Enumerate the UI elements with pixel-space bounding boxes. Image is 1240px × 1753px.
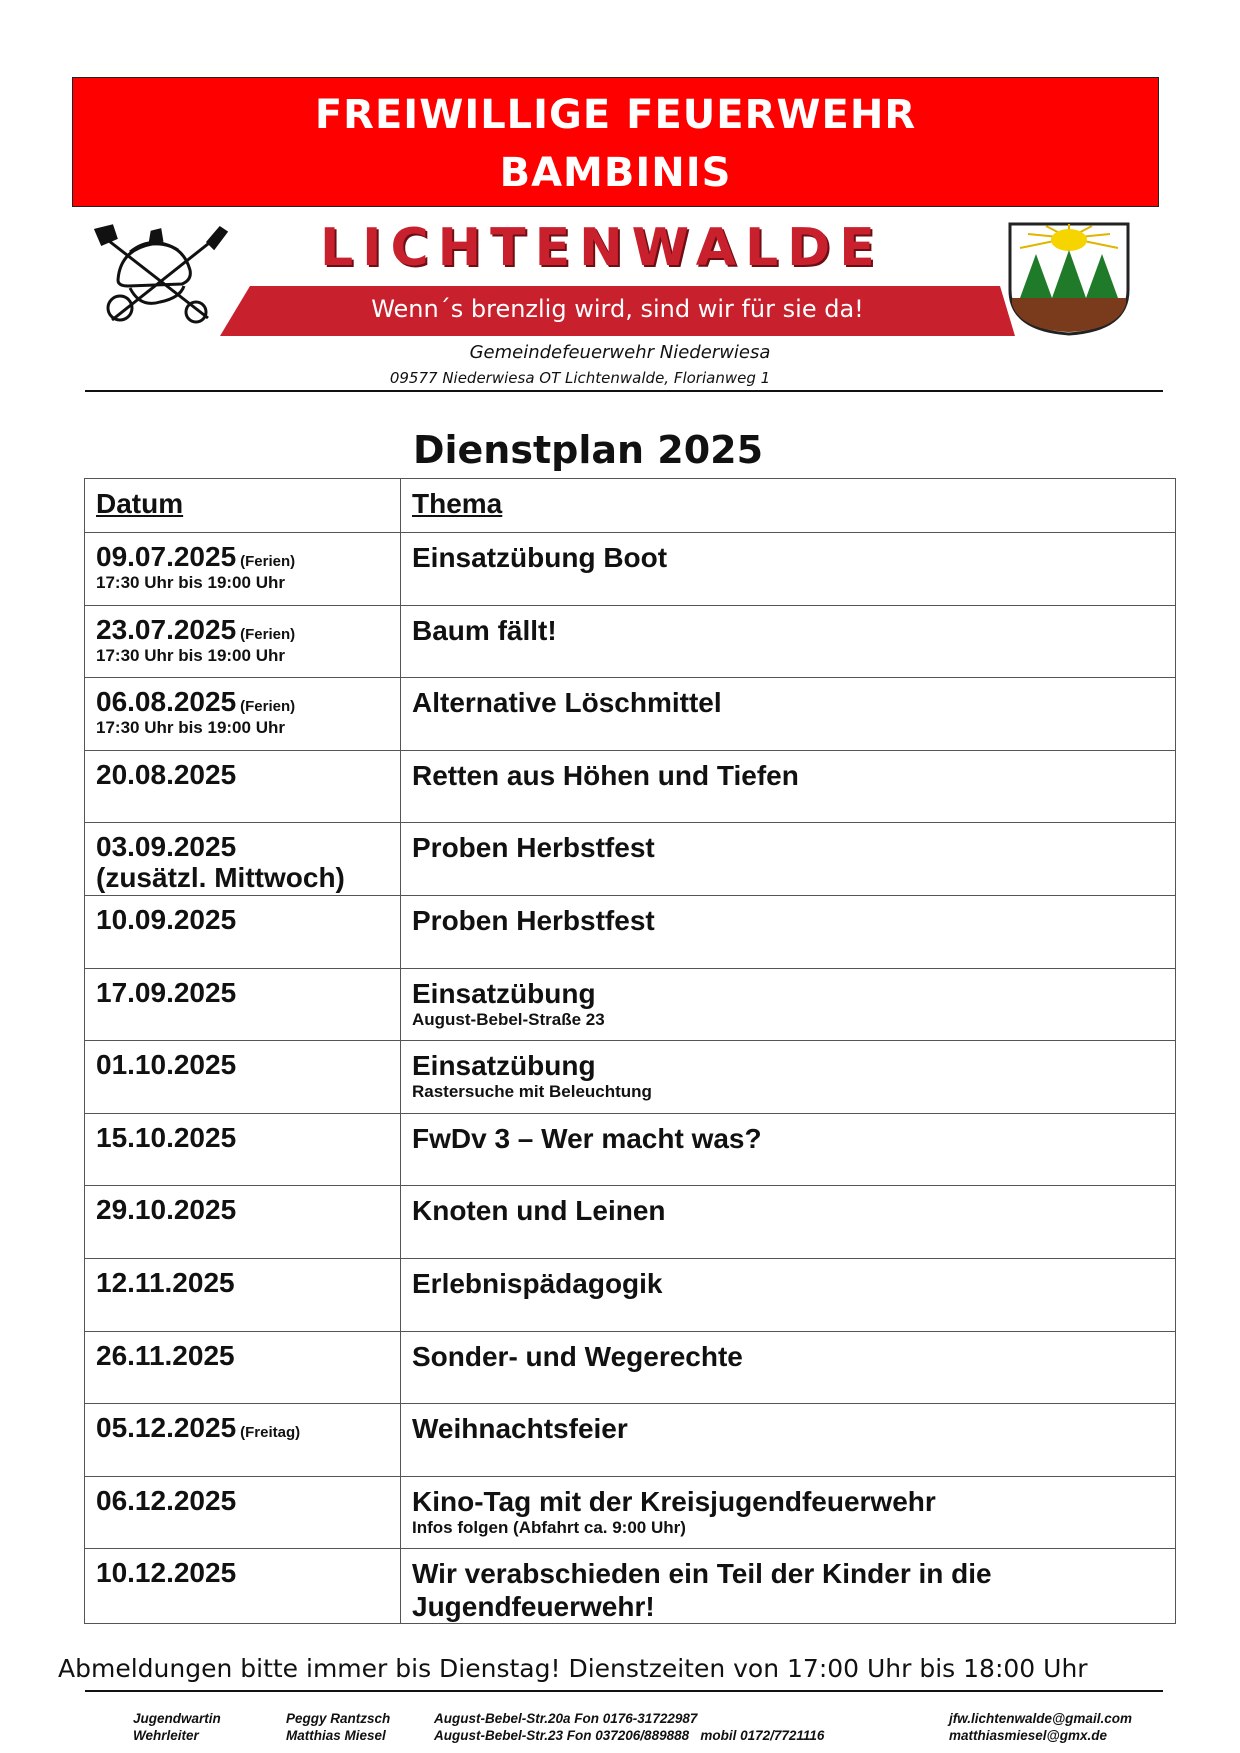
organization-address: 09577 Niederwiesa OT Lichtenwalde, Florianweg 1	[389, 369, 771, 387]
topic-cell	[401, 1258, 1176, 1331]
contact-name: Peggy Rantzsch	[286, 1711, 391, 1726]
table-row	[85, 823, 1176, 896]
banner	[90, 214, 1140, 342]
footer-note: Abmeldungen bitte immer bis Dienstag! Dienstzeiten von 17:00 Uhr bis 18:00 Uhr	[58, 1654, 1088, 1683]
contact-emails	[949, 1710, 1132, 1744]
row-topic: Erlebnispädagogik	[412, 1267, 663, 1299]
row-topic: Alternative Löschmittel	[412, 687, 722, 719]
table-row	[85, 750, 1176, 823]
row-topic-detail: August-Bebel-Straße 23	[412, 1009, 605, 1029]
row-date: 03.09.2025	[96, 831, 237, 863]
row-date: 10.12.2025	[96, 1557, 237, 1589]
row-topic: Einsatzübung	[412, 1050, 596, 1082]
topic-cell	[401, 750, 1176, 823]
fire-helmet-emblem-icon	[90, 222, 230, 332]
row-topic: Kino-Tag mit der Kreisjugendfeuerwehr	[412, 1485, 936, 1517]
row-topic: Knoten und Leinen	[412, 1195, 666, 1227]
topic-cell	[401, 1331, 1176, 1404]
header-divider	[85, 390, 1163, 392]
table-row	[85, 1331, 1176, 1404]
row-topic-detail: Infos folgen (Abfahrt ca. 9:00 Uhr)	[412, 1517, 686, 1537]
row-date: 20.08.2025	[96, 758, 237, 790]
table-row	[85, 895, 1176, 968]
header-box	[72, 77, 1159, 207]
table-row	[85, 1186, 1176, 1259]
row-topic: Baum fällt!	[412, 614, 557, 646]
column-header-date-label: Datum	[96, 488, 184, 519]
row-time: 17:30 Uhr bis 19:00 Uhr	[96, 718, 285, 738]
row-date-note: (Ferien)	[240, 698, 296, 716]
topic-cell	[401, 1113, 1176, 1186]
table-row	[85, 968, 1176, 1041]
topic-cell	[401, 1476, 1176, 1549]
row-time: 17:30 Uhr bis 19:00 Uhr	[96, 573, 285, 592]
table-row	[85, 605, 1176, 678]
date-cell	[85, 1041, 401, 1114]
row-topic: Proben Herbstfest	[412, 904, 655, 936]
topic-cell	[401, 968, 1176, 1041]
coat-of-arms-icon	[1006, 220, 1132, 338]
row-date-note: (Ferien)	[240, 625, 296, 643]
row-topic: Proben Herbstfest	[412, 832, 655, 864]
date-cell	[85, 1258, 401, 1331]
slogan: Wenn´s brenzlig wird, sind wir für sie da!	[371, 295, 864, 323]
contact-email[interactable]: jfw.lichtenwalde@gmail.com	[949, 1711, 1132, 1726]
topic-cell	[401, 1549, 1176, 1624]
organization-name: Gemeindefeuerwehr Niederwiesa	[469, 342, 771, 363]
date-cell	[85, 1331, 401, 1404]
row-date: 05.12.2025	[96, 1412, 237, 1444]
contact-names	[286, 1710, 390, 1744]
table-row	[85, 1041, 1176, 1114]
row-date: 10.09.2025	[96, 903, 237, 935]
date-cell	[85, 895, 401, 968]
contact-addresses	[434, 1710, 824, 1744]
contact-address: August-Bebel-Str.20a Fon 0176-31722987	[434, 1711, 698, 1726]
row-topic: Retten aus Höhen und Tiefen	[412, 759, 799, 791]
row-time: 17:30 Uhr bis 19:00 Uhr	[96, 645, 285, 665]
row-date: 06.08.2025	[96, 686, 237, 718]
row-topic: Wir verabschieden ein Teil der Kinder in die Jugendfeuerwehr!	[412, 1558, 992, 1623]
column-header-date	[85, 479, 401, 533]
footer-divider	[85, 1690, 1163, 1692]
row-topic: FwDv 3 – Wer macht was?	[412, 1122, 762, 1154]
date-cell	[85, 533, 401, 606]
page-title: Dienstplan 2025	[412, 428, 764, 472]
date-cell	[85, 750, 401, 823]
date-cell	[85, 1404, 401, 1477]
row-date: 12.11.2025	[96, 1266, 235, 1298]
row-date: 17.09.2025	[96, 976, 237, 1008]
topic-cell	[401, 823, 1176, 896]
column-header-topic	[401, 479, 1176, 533]
row-topic: Sonder- und Wegerechte	[412, 1340, 743, 1372]
row-date: 23.07.2025	[96, 613, 237, 645]
contact-role: Wehrleiter	[133, 1728, 199, 1743]
table-row	[85, 1476, 1176, 1549]
schedule-table	[84, 478, 1176, 1624]
table-header-row	[85, 479, 1176, 533]
row-date: 26.11.2025	[96, 1339, 235, 1371]
contact-email[interactable]: matthiasmiesel@gmx.de	[949, 1728, 1107, 1743]
date-cell	[85, 823, 401, 896]
date-cell	[85, 1186, 401, 1259]
table-row	[85, 1404, 1176, 1477]
row-date-note: (Freitag)	[240, 1424, 301, 1442]
row-topic-detail: Rastersuche mit Beleuchtung	[412, 1082, 652, 1102]
topic-cell	[401, 605, 1176, 678]
topic-cell	[401, 533, 1176, 606]
date-cell	[85, 968, 401, 1041]
topic-cell	[401, 1186, 1176, 1259]
row-date: 29.10.2025	[96, 1194, 237, 1226]
contact-role: Jugendwartin	[133, 1711, 221, 1726]
table-row	[85, 1549, 1176, 1624]
row-date-extra: (zusätzl. Mittwoch)	[96, 862, 345, 894]
contact-name: Matthias Miesel	[286, 1728, 386, 1743]
header-line-1: FREIWILLIGE FEUERWEHR	[314, 92, 917, 138]
date-cell	[85, 678, 401, 751]
column-header-topic-label: Thema	[412, 488, 503, 519]
date-cell	[85, 1549, 401, 1624]
date-cell	[85, 1113, 401, 1186]
row-date: 15.10.2025	[96, 1121, 237, 1153]
row-topic: Einsatzübung	[412, 977, 596, 1009]
town-name: LICHTENWALDE	[320, 218, 884, 278]
row-date-note: (Ferien)	[240, 553, 296, 570]
topic-cell	[401, 1404, 1176, 1477]
date-cell	[85, 605, 401, 678]
row-topic: Weihnachtsfeier	[412, 1413, 628, 1445]
contact-address: August-Bebel-Str.23 Fon 037206/889888 mobil 0172/7721116	[434, 1728, 825, 1743]
row-date: 09.07.2025	[96, 541, 237, 572]
table-row	[85, 1113, 1176, 1186]
row-date: 01.10.2025	[96, 1049, 237, 1081]
topic-cell	[401, 895, 1176, 968]
row-date: 06.12.2025	[96, 1484, 237, 1516]
table-row	[85, 533, 1176, 606]
date-cell	[85, 1476, 401, 1549]
table-row	[85, 1258, 1176, 1331]
topic-cell	[401, 678, 1176, 751]
header-line-2: BAMBINIS	[499, 150, 732, 196]
contact-roles	[133, 1710, 221, 1744]
table-row	[85, 678, 1176, 751]
topic-cell	[401, 1041, 1176, 1114]
row-topic: Einsatzübung Boot	[412, 542, 668, 573]
